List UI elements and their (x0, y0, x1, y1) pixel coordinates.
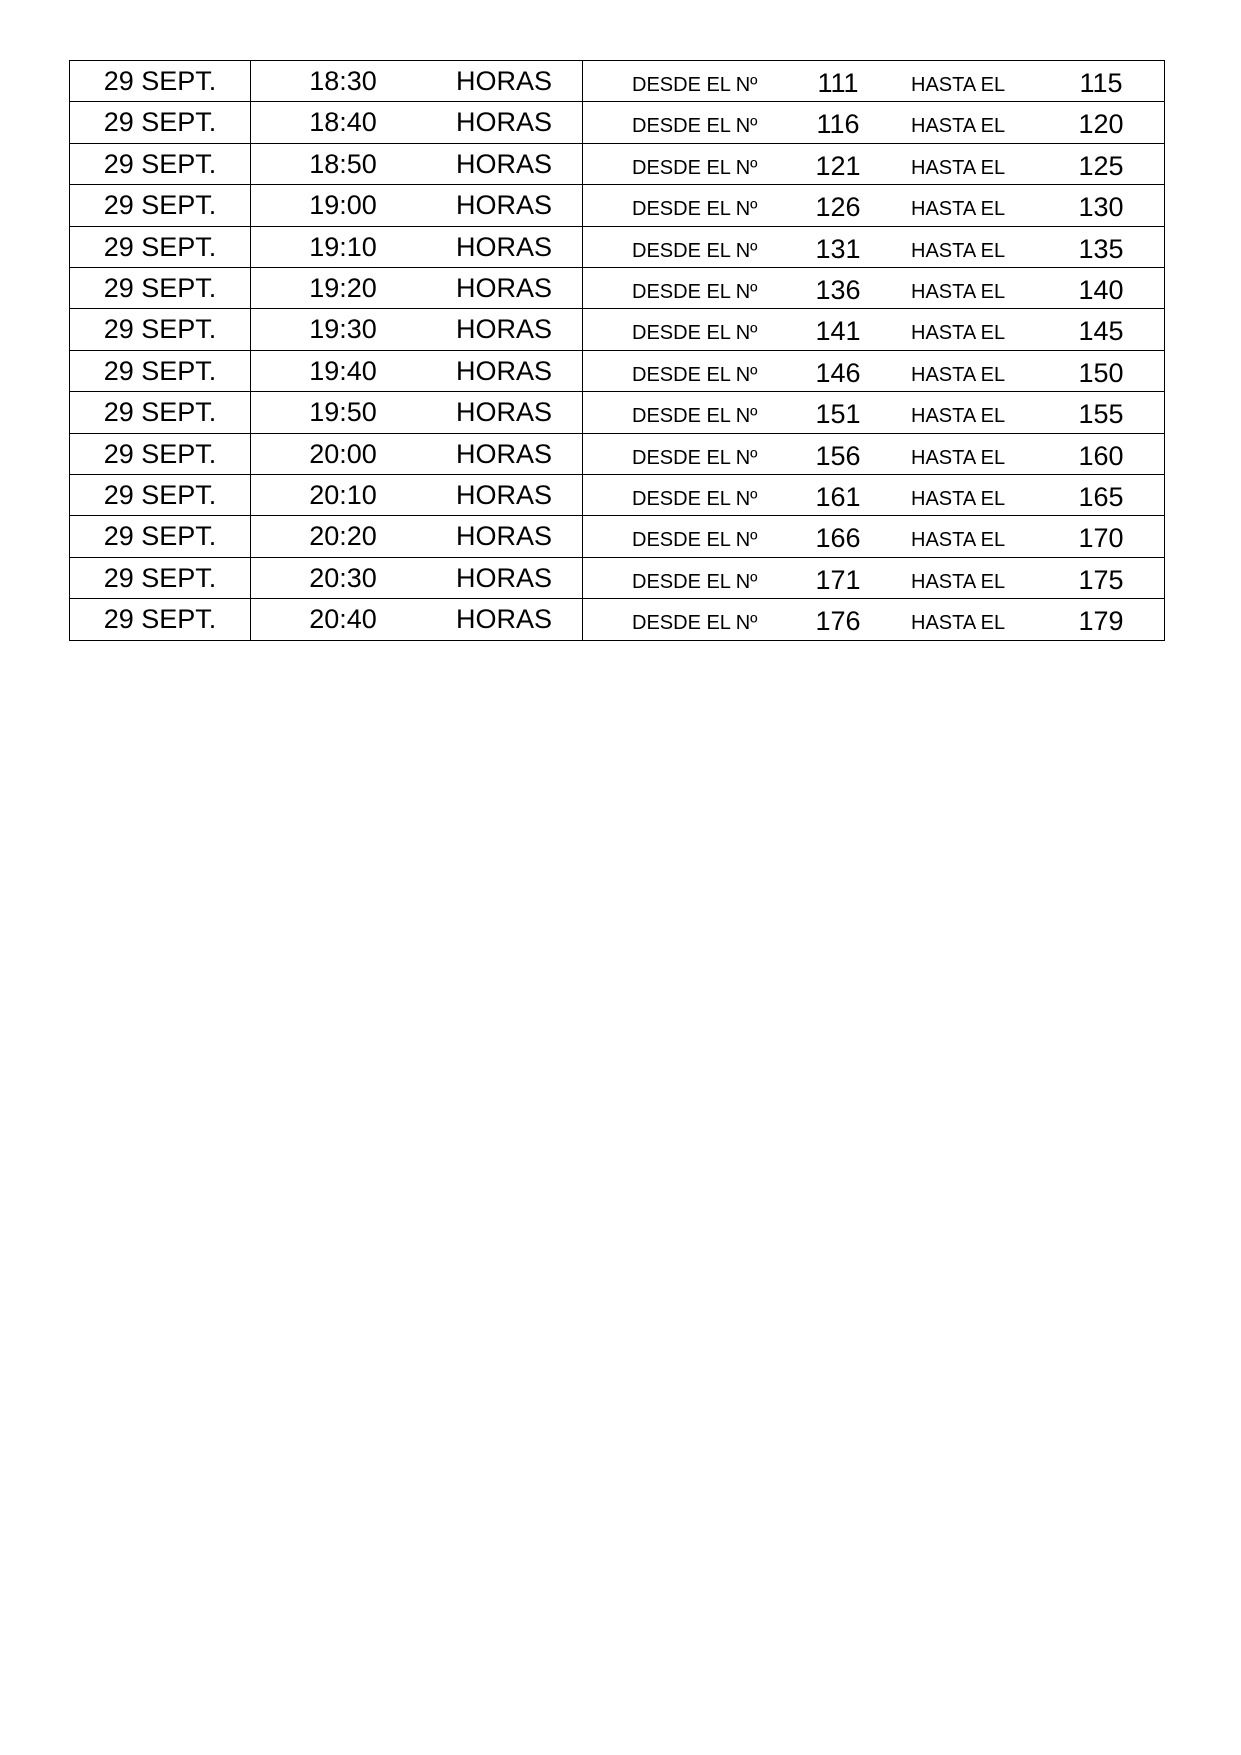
number-range-cell (583, 558, 1164, 598)
from-label: DESDE EL Nº (632, 239, 758, 262)
table-row (70, 102, 1164, 143)
date-cell: 29 SEPT. (70, 351, 251, 391)
time-value: 19:30 (309, 314, 377, 345)
to-number: 140 (1078, 274, 1124, 305)
to-label: HASTA EL (911, 115, 1006, 138)
date-cell: 29 SEPT. (70, 309, 251, 349)
date-cell: 29 SEPT. (70, 475, 251, 515)
time-value: 19:10 (309, 231, 377, 262)
time-cell (251, 61, 583, 101)
from-label: DESDE EL Nº (632, 115, 758, 138)
time-value: 20:30 (309, 562, 377, 593)
time-unit-label: HORAS (456, 562, 553, 593)
from-label: DESDE EL Nº (632, 198, 758, 221)
to-number: 145 (1078, 316, 1124, 347)
number-range-cell (583, 268, 1164, 308)
table-row (70, 434, 1164, 475)
time-value: 20:20 (309, 521, 377, 552)
to-label: HASTA EL (911, 570, 1006, 593)
time-unit-label: HORAS (456, 604, 553, 635)
to-label: HASTA EL (911, 156, 1006, 179)
to-number: 130 (1078, 192, 1124, 223)
time-unit-label: HORAS (456, 231, 553, 262)
number-range-cell (583, 61, 1164, 101)
time-cell (251, 516, 583, 556)
time-value: 20:40 (309, 604, 377, 635)
time-value: 20:00 (309, 438, 377, 469)
table-row (70, 516, 1164, 557)
time-unit-label: HORAS (456, 190, 553, 221)
table-row (70, 558, 1164, 599)
to-number: 160 (1078, 440, 1124, 471)
time-unit-label: HORAS (456, 272, 553, 303)
date-cell: 29 SEPT. (70, 227, 251, 267)
table-row (70, 227, 1164, 268)
to-number: 125 (1078, 150, 1124, 181)
to-label: HASTA EL (911, 198, 1006, 221)
table-row (70, 392, 1164, 433)
from-number: 166 (815, 523, 861, 554)
number-range-cell (583, 351, 1164, 391)
time-value: 20:10 (309, 479, 377, 510)
from-label: DESDE EL Nº (632, 487, 758, 510)
date-cell: 29 SEPT. (70, 434, 251, 474)
from-number: 121 (815, 150, 861, 181)
time-unit-label: HORAS (456, 355, 553, 386)
time-value: 19:20 (309, 272, 377, 303)
time-unit-label: HORAS (456, 397, 553, 428)
date-cell: 29 SEPT. (70, 268, 251, 308)
time-cell (251, 268, 583, 308)
to-label: HASTA EL (911, 446, 1006, 469)
from-label: DESDE EL Nº (632, 570, 758, 593)
from-number: 156 (815, 440, 861, 471)
number-range-cell (583, 144, 1164, 184)
table-row (70, 599, 1164, 640)
to-label: HASTA EL (911, 322, 1006, 345)
number-range-cell (583, 475, 1164, 515)
number-range-cell (583, 434, 1164, 474)
from-number: 141 (815, 316, 861, 347)
to-number: 155 (1078, 399, 1124, 430)
time-unit-label: HORAS (456, 107, 553, 138)
date-cell: 29 SEPT. (70, 185, 251, 225)
number-range-cell (583, 309, 1164, 349)
time-value: 19:40 (309, 355, 377, 386)
time-cell (251, 102, 583, 142)
to-label: HASTA EL (911, 405, 1006, 428)
to-number: 175 (1078, 564, 1124, 595)
time-unit-label: HORAS (456, 521, 553, 552)
from-number: 116 (816, 109, 860, 140)
from-label: DESDE EL Nº (632, 529, 758, 552)
time-value: 19:50 (309, 397, 377, 428)
time-unit-label: HORAS (456, 66, 553, 96)
time-value: 18:30 (309, 66, 377, 96)
table-row (70, 268, 1164, 309)
time-unit-label: HORAS (456, 314, 553, 345)
from-number: 131 (815, 233, 861, 264)
time-cell (251, 144, 583, 184)
time-cell (251, 309, 583, 349)
time-cell (251, 351, 583, 391)
time-cell (251, 558, 583, 598)
time-unit-label: HORAS (456, 479, 553, 510)
to-label: HASTA EL (911, 529, 1006, 552)
from-label: DESDE EL Nº (632, 405, 758, 428)
number-range-cell (583, 102, 1164, 142)
number-range-cell (583, 516, 1164, 556)
to-number: 165 (1078, 481, 1124, 512)
from-label: DESDE EL Nº (632, 612, 758, 635)
date-cell: 29 SEPT. (70, 599, 251, 640)
to-label: HASTA EL (911, 239, 1006, 262)
date-cell: 29 SEPT. (70, 392, 251, 432)
table-row (70, 144, 1164, 185)
table-row (70, 61, 1164, 102)
time-cell (251, 392, 583, 432)
time-unit-label: HORAS (456, 148, 553, 179)
from-label: DESDE EL Nº (632, 446, 758, 469)
to-number: 150 (1078, 357, 1124, 388)
from-number: 111 (817, 68, 859, 98)
from-number: 176 (815, 606, 861, 637)
number-range-cell (583, 392, 1164, 432)
time-value: 18:40 (309, 107, 377, 138)
from-label: DESDE EL Nº (632, 280, 758, 303)
time-unit-label: HORAS (456, 438, 553, 469)
time-cell (251, 475, 583, 515)
date-cell: 29 SEPT. (70, 61, 251, 101)
table-row (70, 309, 1164, 350)
time-cell (251, 434, 583, 474)
table-row (70, 185, 1164, 226)
date-cell: 29 SEPT. (70, 102, 251, 142)
number-range-cell (583, 599, 1164, 640)
date-cell: 29 SEPT. (70, 516, 251, 556)
to-label: HASTA EL (911, 612, 1006, 635)
date-cell: 29 SEPT. (70, 558, 251, 598)
from-number: 171 (815, 564, 861, 595)
time-cell (251, 185, 583, 225)
table-row (70, 475, 1164, 516)
from-label: DESDE EL Nº (632, 156, 758, 179)
time-value: 18:50 (309, 148, 377, 179)
time-value: 19:00 (309, 190, 377, 221)
to-label: HASTA EL (911, 74, 1006, 96)
to-label: HASTA EL (911, 363, 1006, 386)
to-number: 179 (1078, 606, 1124, 637)
to-number: 135 (1078, 233, 1124, 264)
to-label: HASTA EL (911, 487, 1006, 510)
table-row (70, 351, 1164, 392)
number-range-cell (583, 185, 1164, 225)
schedule-table (69, 60, 1165, 641)
from-label: DESDE EL Nº (632, 322, 758, 345)
from-number: 161 (815, 481, 861, 512)
from-number: 136 (815, 274, 861, 305)
date-cell: 29 SEPT. (70, 144, 251, 184)
to-number: 120 (1078, 109, 1124, 140)
to-label: HASTA EL (911, 280, 1006, 303)
from-number: 126 (815, 192, 861, 223)
number-range-cell (583, 227, 1164, 267)
from-label: DESDE EL Nº (632, 363, 758, 386)
to-number: 170 (1078, 523, 1124, 554)
time-cell (251, 227, 583, 267)
from-number: 146 (815, 357, 861, 388)
to-number: 115 (1079, 68, 1123, 98)
from-number: 151 (815, 399, 861, 430)
from-label: DESDE EL Nº (632, 74, 758, 96)
time-cell (251, 599, 583, 640)
